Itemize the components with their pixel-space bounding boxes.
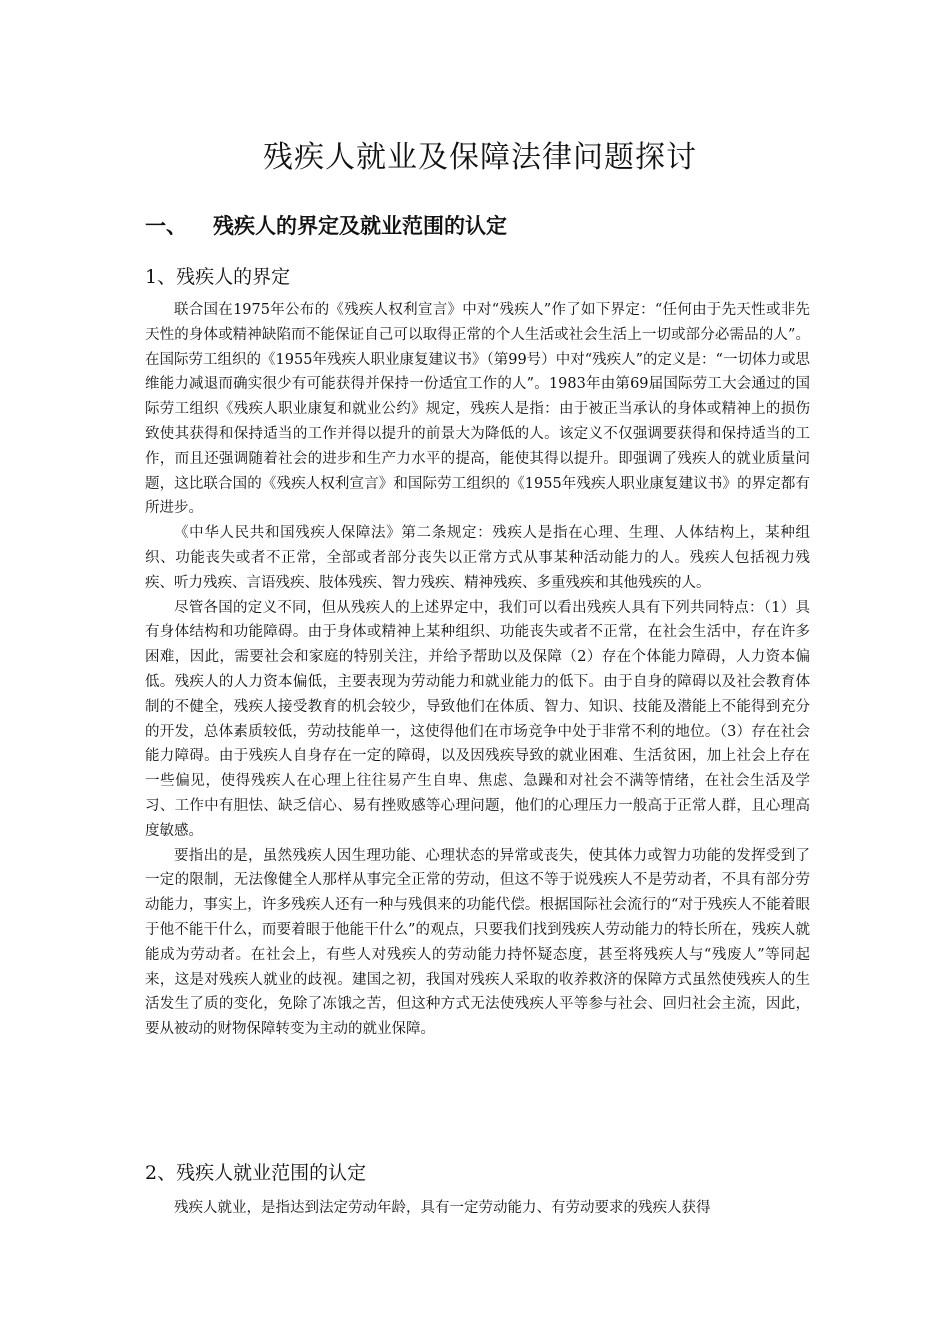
paragraph: 联合国在1975年公布的《残疾人权利宣言》中对“残疾人”作了如下界定：“任何由于先天性或非先天性的身体或精神缺陷而不能保证自己可以取得正常的个人生活或社会生活上一切或部分必需品的人”。在国际劳工组织的《1955年残疾人职业康复建议书》（第99号）中对“残疾人”的定义是：“一切体力或思维能力减退而确实很少有可能获得并保持一份适宜工作的人”。1983年由第69届国际劳工大会通过的国际劳工组织《残疾人职业康复和就业公约》规定，残疾人是指：由于被正当承认的身体或精神上的损伤致使其获得和保持适当的工作并得以提升的前景大为降低的人。该定义不仅强调要获得和保持适当的工作，而且还强调随着社会的进步和生产力水平的提高，能使其得以提升。即强调了残疾人的就业质量问题，这比联合国的《残疾人权利宣言》和国际劳工组织的《1955年残疾人职业康复建议书》的界定都有所进步。	[145, 302, 810, 517]
paragraph: 残疾人就业，是指达到法定劳动年龄，具有一定劳动能力、有劳动要求的残疾人获得	[174, 1200, 711, 1216]
subsection-heading-2: 2、残疾人就业范围的认定	[145, 1162, 367, 1184]
paragraph: 《中华人民共和国残疾人保障法》第二条规定：残疾人是指在心理、生理、人体结构上，某种组织、功能丧失或者不正常，全部或者部分丧失以正常方式从事某种活动能力的人。残疾人包括视力残疾、听力残疾、言语残疾、肢体残疾、智力残疾、精神残疾、多重残疾和其他残疾的人。	[145, 525, 810, 591]
subsection-1-body	[145, 298, 810, 1042]
section-number: 一、	[145, 213, 187, 238]
subsection-2-body	[145, 1196, 810, 1221]
paragraph: 尽管各国的定义不同，但从残疾人的上述界定中，我们可以看出残疾人具有下列共同特点：（1）具有身体结构和功能障碍。由于身体或精神上某种组织、功能丧失或者不正常，在社会生活中，存在许多困难，因此，需要社会和家庭的特别关注，并给予帮助以及保障（2）存在个体能力障碍，人力资本偏低。残疾人的人力资本偏低，主要表现为劳动能力和就业能力的低下。由于自身的障碍以及社会教育体制的不健全，残疾人接受教育的机会较少，导致他们在体质、智力、知识、技能及潜能上不能得到充分的开发，总体素质较低，劳动技能单一，这使得他们在市场竞争中处于非常不利的地位。（3）存在社会能力障碍。由于残疾人自身存在一定的障碍，以及因残疾导致的就业困难、生活贫困，加上社会上存在一些偏见，使得残疾人在心理上往往易产生自卑、焦虑、急躁和对社会不满等情绪，在社会生活及学习、工作中有胆怯、缺乏信心、易有挫败感等心理问题，他们的心理压力一般高于正常人群，且心理高度敏感。	[145, 599, 810, 839]
subsection-heading-1: 1、残疾人的界定	[145, 266, 291, 288]
section-heading-1	[145, 210, 507, 240]
section-heading-text: 残疾人的界定及就业范围的认定	[213, 213, 507, 238]
paragraph: 要指出的是，虽然残疾人因生理功能、心理状态的异常或丧失，使其体力或智力功能的发挥受到了一定的限制，无法像健全人那样从事完全正常的劳动，但这不等于说残疾人不是劳动者，不具有部分劳动能力，事实上，许多残疾人还有一种与残俱来的功能代偿。根据国际社会流行的“对于残疾人不能着眼于他不能干什么，而要着眼于他能干什么”的观点，只要我们找到残疾人劳动能力的特长所在，残疾人就能成为劳动者。在社会上，有些人对残疾人的劳动能力持怀疑态度，甚至将残疾人与“残废人”等同起来，这是对残疾人就业的歧视。建国之初，我国对残疾人采取的收养救济的保障方式虽然使残疾人的生活发生了质的变化，免除了冻饿之苦，但这种方式无法使残疾人平等参与社会、回归社会主流，因此，要从被动的财物保障转变为主动的就业保障。	[145, 847, 810, 1038]
document-title: 残疾人就业及保障法律问题探讨	[263, 140, 697, 175]
